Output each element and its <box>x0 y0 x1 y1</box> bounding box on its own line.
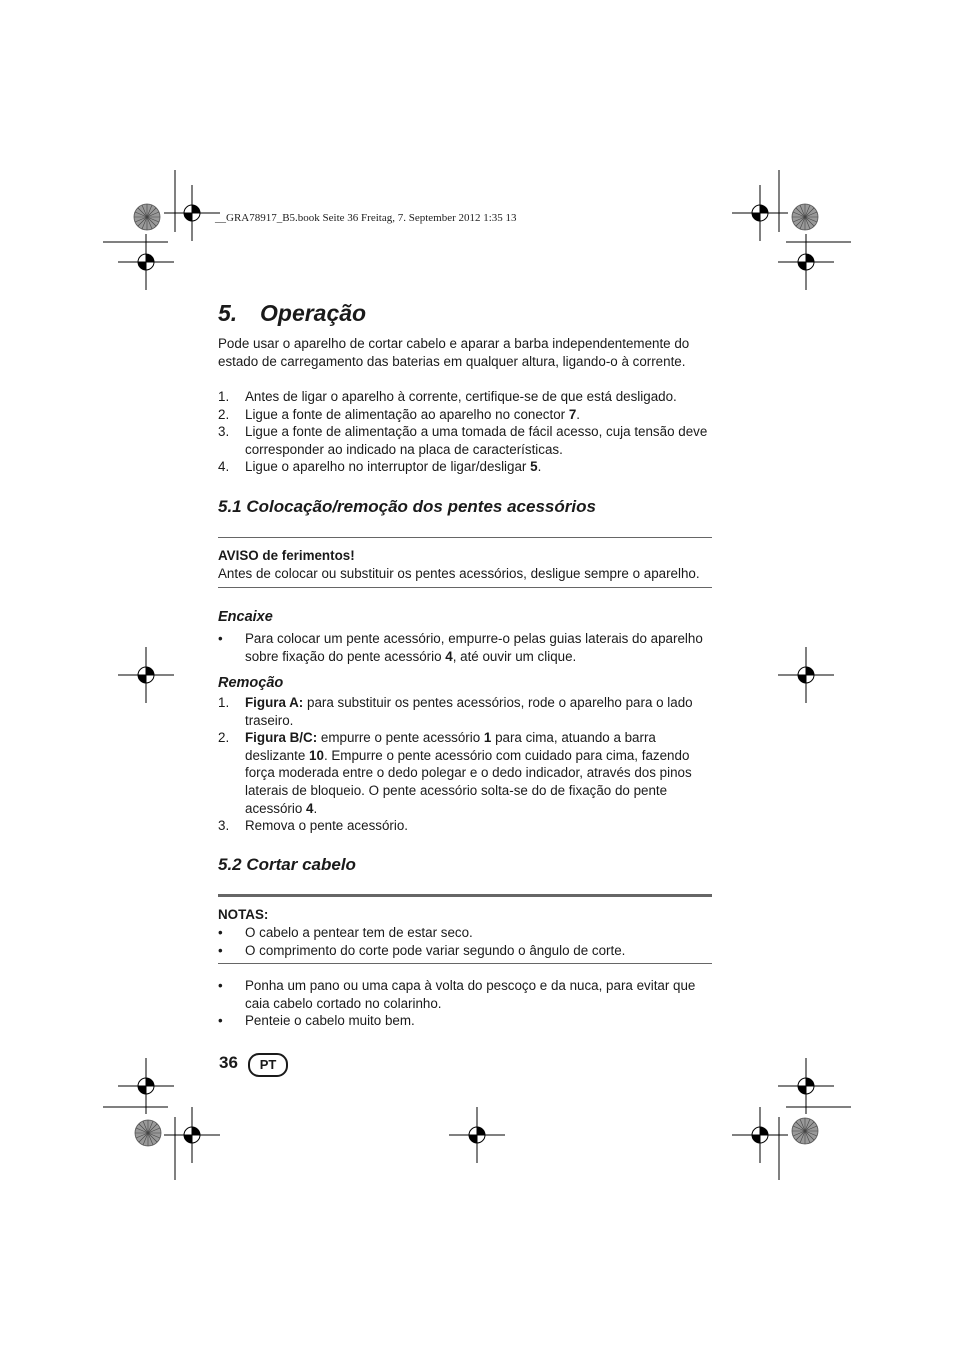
page-number: 36 <box>219 1053 238 1072</box>
registration-mark-icon <box>118 647 174 703</box>
step-number: 2. <box>218 730 230 746</box>
section-heading: Operação <box>260 300 367 326</box>
part-reference: 1 <box>483 730 492 746</box>
item-text: Para colocar um pente acessório, empurre-o pelas guias laterais do aparelho sobre fixação do pente acessório <box>245 631 703 664</box>
warning-title: AVISO de ferimentos! <box>218 548 355 563</box>
section-number: 5. <box>218 300 238 326</box>
color-dial-icon <box>134 204 160 230</box>
item-text-end: , até ouvir um clique. <box>452 648 577 664</box>
step-text: para substituir os pentes acessórios, rode o aparelho para o lado traseiro. <box>245 695 693 728</box>
figure-label: Figura A: <box>245 695 304 710</box>
color-dial-icon <box>135 1120 161 1146</box>
bullet: • <box>218 942 223 958</box>
part-reference: 4 <box>445 648 453 664</box>
bullet: • <box>218 1013 223 1029</box>
step-text: Antes de ligar o aparelho à corrente, certifique-se de que está desligado. <box>245 389 677 404</box>
registration-mark-icon <box>449 1107 505 1163</box>
color-dial-icon <box>792 1118 818 1144</box>
step-text: Remova o pente acessório. <box>245 818 409 834</box>
part-reference: 10 <box>309 747 324 763</box>
note-text: O comprimento do corte pode variar segundo o ângulo de corte. <box>245 942 626 958</box>
step-number: 2. <box>218 406 230 422</box>
print-header: __GRA78917_B5.book Seite 36 Freitag, 7. September 2012 1:35 13 <box>215 212 517 224</box>
step-text-end: . <box>313 800 318 816</box>
subsection-title: 5.2 Cortar cabelo <box>218 855 356 874</box>
bullet: • <box>218 925 223 940</box>
step-text: Ligue a fonte de alimentação ao aparelho no conector <box>245 406 569 422</box>
encaixe-title: Encaixe <box>218 609 273 625</box>
figure-label: Figura B/C: <box>245 730 318 746</box>
intro-paragraph: Pode usar o aparelho de cortar cabelo e aparar a barba independentemente do estado de carregamento das baterias em qualquer altura, ligando-o à corrente. <box>218 336 690 369</box>
registration-mark-icon <box>164 1107 220 1163</box>
warning-text: Antes de colocar ou substituir os pentes acessórios, desligue sempre o aparelho. <box>218 566 700 581</box>
registration-mark-icon <box>732 1107 788 1163</box>
color-dial-icon <box>792 204 818 230</box>
step-number: 1. <box>218 389 230 404</box>
note-text: O cabelo a pentear tem de estar seco. <box>245 925 473 940</box>
bullet: • <box>218 978 223 993</box>
part-reference: 5 <box>530 459 538 475</box>
notes-title: NOTAS: <box>218 907 269 922</box>
language-badge: PT <box>248 1053 288 1077</box>
registration-mark-icon <box>118 1058 174 1114</box>
registration-mark-icon <box>732 185 788 241</box>
part-reference: 7 <box>568 406 577 422</box>
step-text: Ligue a fonte de alimentação a uma tomada de fácil acesso, cuja tensão deve corresponder ao indicado na placa de características. <box>245 424 708 457</box>
step-text: empurre o pente acessório <box>317 730 484 746</box>
step-text-end: . <box>576 406 581 422</box>
registration-mark-icon <box>778 647 834 703</box>
step-text: Ligue o aparelho no interruptor de ligar/desligar <box>245 459 531 475</box>
step-text: para cima, atuando a barra deslizante <box>245 730 656 763</box>
registration-mark-icon <box>778 1058 834 1114</box>
bullet: • <box>218 631 223 646</box>
registration-mark-icon <box>164 185 220 241</box>
step-number: 4. <box>218 459 230 475</box>
subsection-title: 5.1 Colocação/remoção dos pentes acessórios <box>218 497 596 516</box>
step-text: . Empurre o pente acessório com cuidado para cima, fazendo força moderada entre o dedo polegar e o dedo indicador, através dos pinos laterais de bloqueio. O pente acessório solta-se do de fixação do pente acessório <box>245 747 692 816</box>
part-reference: 4 <box>306 800 314 816</box>
item-text: Penteie o cabelo muito bem. <box>245 1013 415 1029</box>
step-text-end: . <box>537 459 542 475</box>
step-number: 3. <box>218 424 230 440</box>
item-text: Ponha um pano ou uma capa à volta do pescoço e da nuca, para evitar que caia cabelo cortado no colarinho. <box>245 978 696 1011</box>
step-number: 1. <box>218 695 230 710</box>
step-number: 3. <box>218 818 230 834</box>
remocao-title: Remoção <box>218 675 284 691</box>
